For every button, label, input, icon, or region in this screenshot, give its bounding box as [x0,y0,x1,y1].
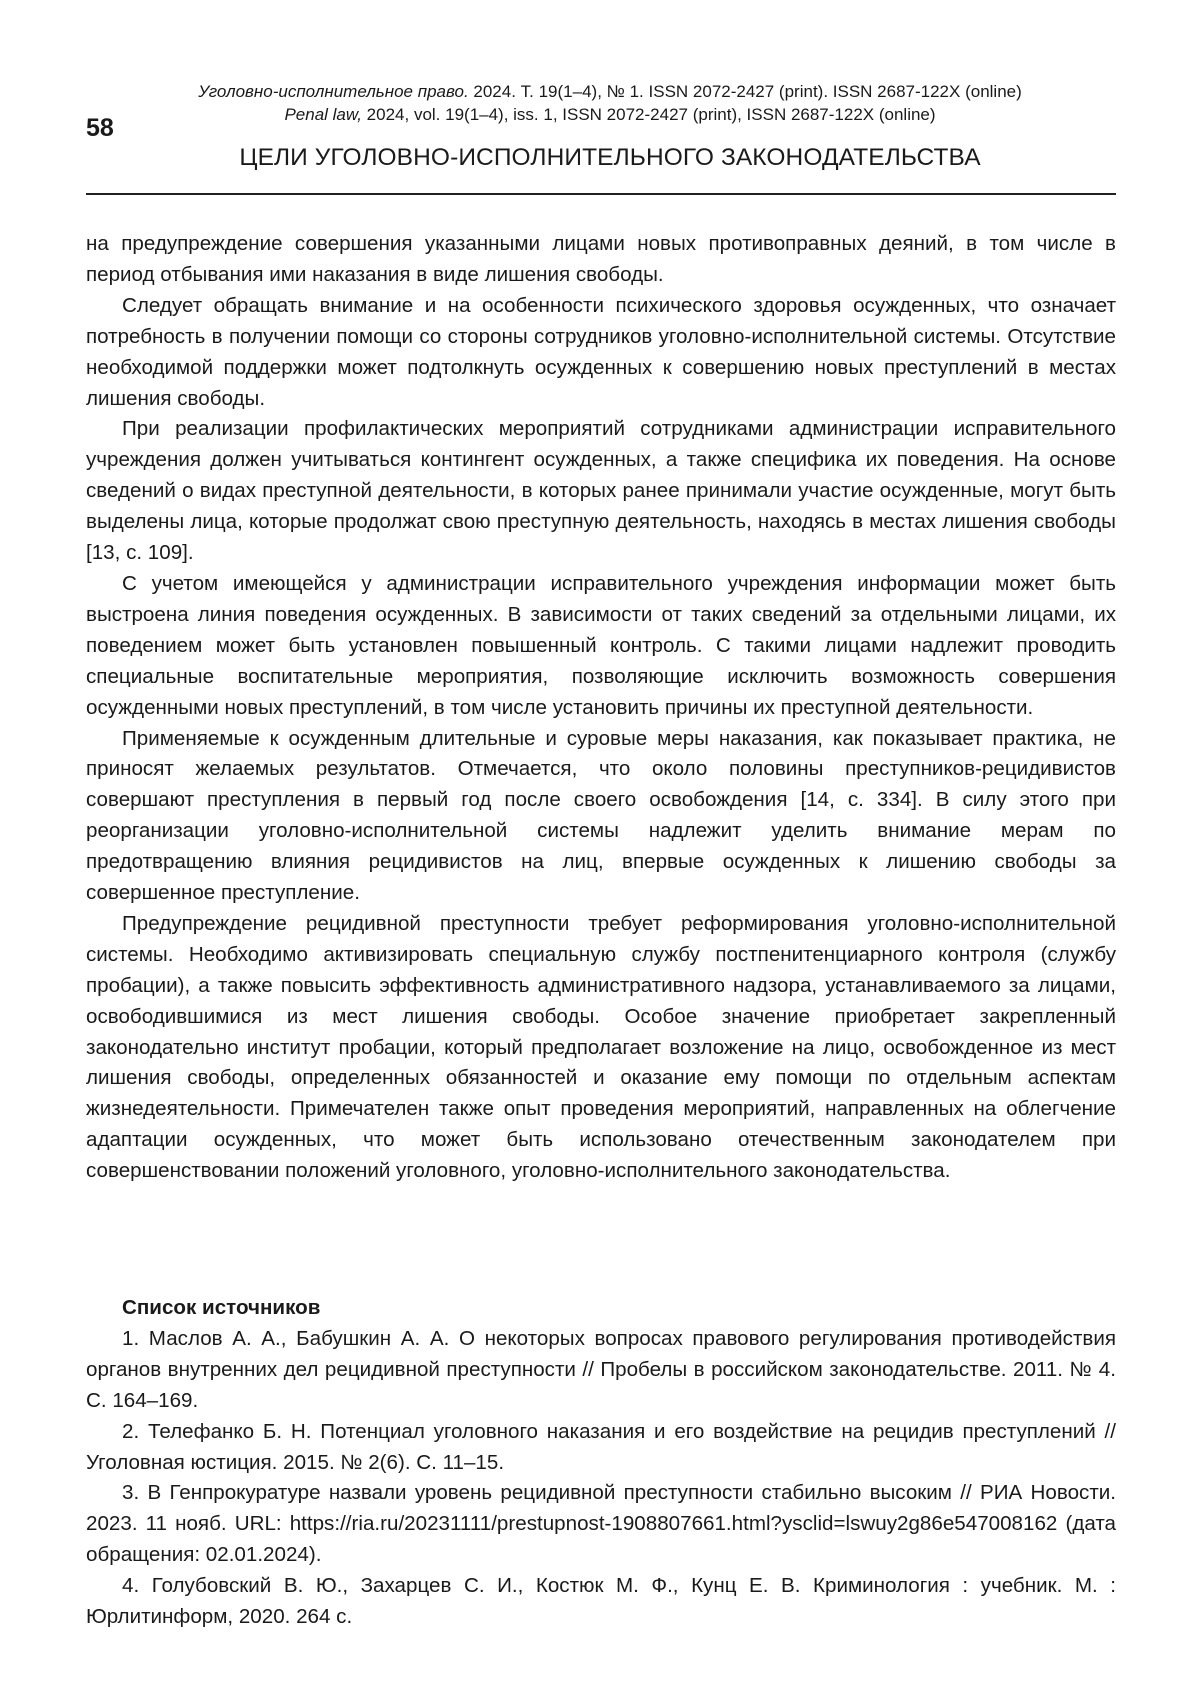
body-paragraph: Следует обращать внимание и на особенности психического здоровья осужденных, что означает потребность в получении помощи со стороны сотрудников уголовно-исполнительной системы. Отсутствие необходимой поддержки может подтолкнуть осужденных к совершению новых преступлений в местах лишения свободы. [86,293,1116,410]
body-paragraph: С учетом имеющейся у администрации исправительного учреждения информации может быть выстроена линия поведения осужденных. В зависимости от таких сведений за отдельными лицами, их поведением может быть установлен повышенный контроль. С такими лицами надлежит проводить специальные воспитательные мероприятия, позволяющие исключить возможность совершения осужденными новых преступлений, в том числе установить причины их преступной деятельности. [86,571,1116,719]
journal-title-ru: Уголовно-исполнительное право. [198,82,469,101]
running-head [110,80,1110,126]
body-paragraph: на предупреждение совершения указанными лицами новых противоправных деяний, в том числе в период отбывания ими наказания в виде лишения свободы. [86,232,1116,286]
references-section [86,1293,1116,1633]
journal-title-en: Penal law, [284,105,362,124]
page-number: 58 [86,114,114,142]
journal-issue-ru: 2024. Т. 19(1–4), № 1. ISSN 2072-2427 (print). ISSN 2687-122X (online) [468,82,1022,101]
reference-item: 2. Телефанко Б. Н. Потенциал уголовного наказания и его воздействие на рецидив преступлений // Уголовная юстиция. 2015. № 2(6). С. 11–15. [86,1419,1116,1474]
section-title: ЦЕЛИ УГОЛОВНО-ИСПОЛНИТЕЛЬНОГО ЗАКОНОДАТЕЛЬСТВА [239,144,981,171]
body-paragraph: Применяемые к осужденным длительные и суровые меры наказания, как показывает практика, не приносят желаемых результатов. Отмечается, что около половины преступников-рецидивистов совершают преступления в первый год после своего освобождения [14, с. 334]. В силу этого при реорганизации уголовно-исполнительной системы надлежит уделить внимание мерам по предотвращению влияния рецидивистов на лиц, впервые осужденных к лишению свободы за совершенное преступление. [86,726,1116,905]
header-divider [86,193,1116,195]
body-paragraph: При реализации профилактических мероприятий сотрудниками администрации исправительного учреждения должен учитываться контингент осужденных, а также специфика их поведения. На основе сведений о видах преступной деятельности, в которых ранее принимали участие осужденные, могут быть выделены лица, которые продолжат свою преступную деятельность, находясь в местах лишения свободы [13, с. 109]. [86,417,1116,565]
reference-item: 4. Голубовский В. Ю., Захарцев С. И., Костюк М. Ф., Кунц Е. В. Криминология : учебник. М. : Юрлитинформ, 2020. 264 с. [86,1574,1116,1629]
journal-line-ru [110,80,1110,103]
journal-issue-en: 2024, vol. 19(1–4), iss. 1, ISSN 2072-2427 (print), ISSN 2687-122X (online) [361,105,936,124]
reference-item: 1. Маслов А. А., Бабушкин А. А. О некоторых вопросах правового регулирования противодействия органов внутренних дел рецидивной преступности // Пробелы в российском законодательстве. 2011. № 4. С. 164–169. [86,1326,1116,1412]
reference-item: 3. В Генпрокуратуре назвали уровень рецидивной преступности стабильно высоким // РИА Новости. 2023. 11 нояб. URL: https://ria.ru/20231111/prestupnost-1908807661.html?ysclid=lswuy2g86e547008162 (дата обращения: 02.01.2024). [86,1481,1116,1567]
article-body [86,229,1116,1187]
references-heading: Список источников [122,1296,321,1319]
body-paragraph: Предупреждение рецидивной преступности требует реформирования уголовно-исполнительной системы. Необходимо активизировать специальную службу постпенитенциарного контроля (службу пробации), а также повысить эффективность административного надзора, устанавливаемого за лицами, освободившимися из мест лишения свободы. Особое значение приобретает закрепленный законодательно институт пробации, который предполагает возложение на лицо, освобожденное из мест лишения свободы, определенных обязанностей и оказание ему помощи по отдельным аспектам жизнедеятельности. Примечателен также опыт проведения мероприятий, направленных на облегчение адаптации осужденных, что может быть использовано отечественным законодателем при совершенствовании положений уголовного, уголовно-исполнительного законодательства. [86,911,1116,1183]
journal-line-en [110,103,1110,126]
